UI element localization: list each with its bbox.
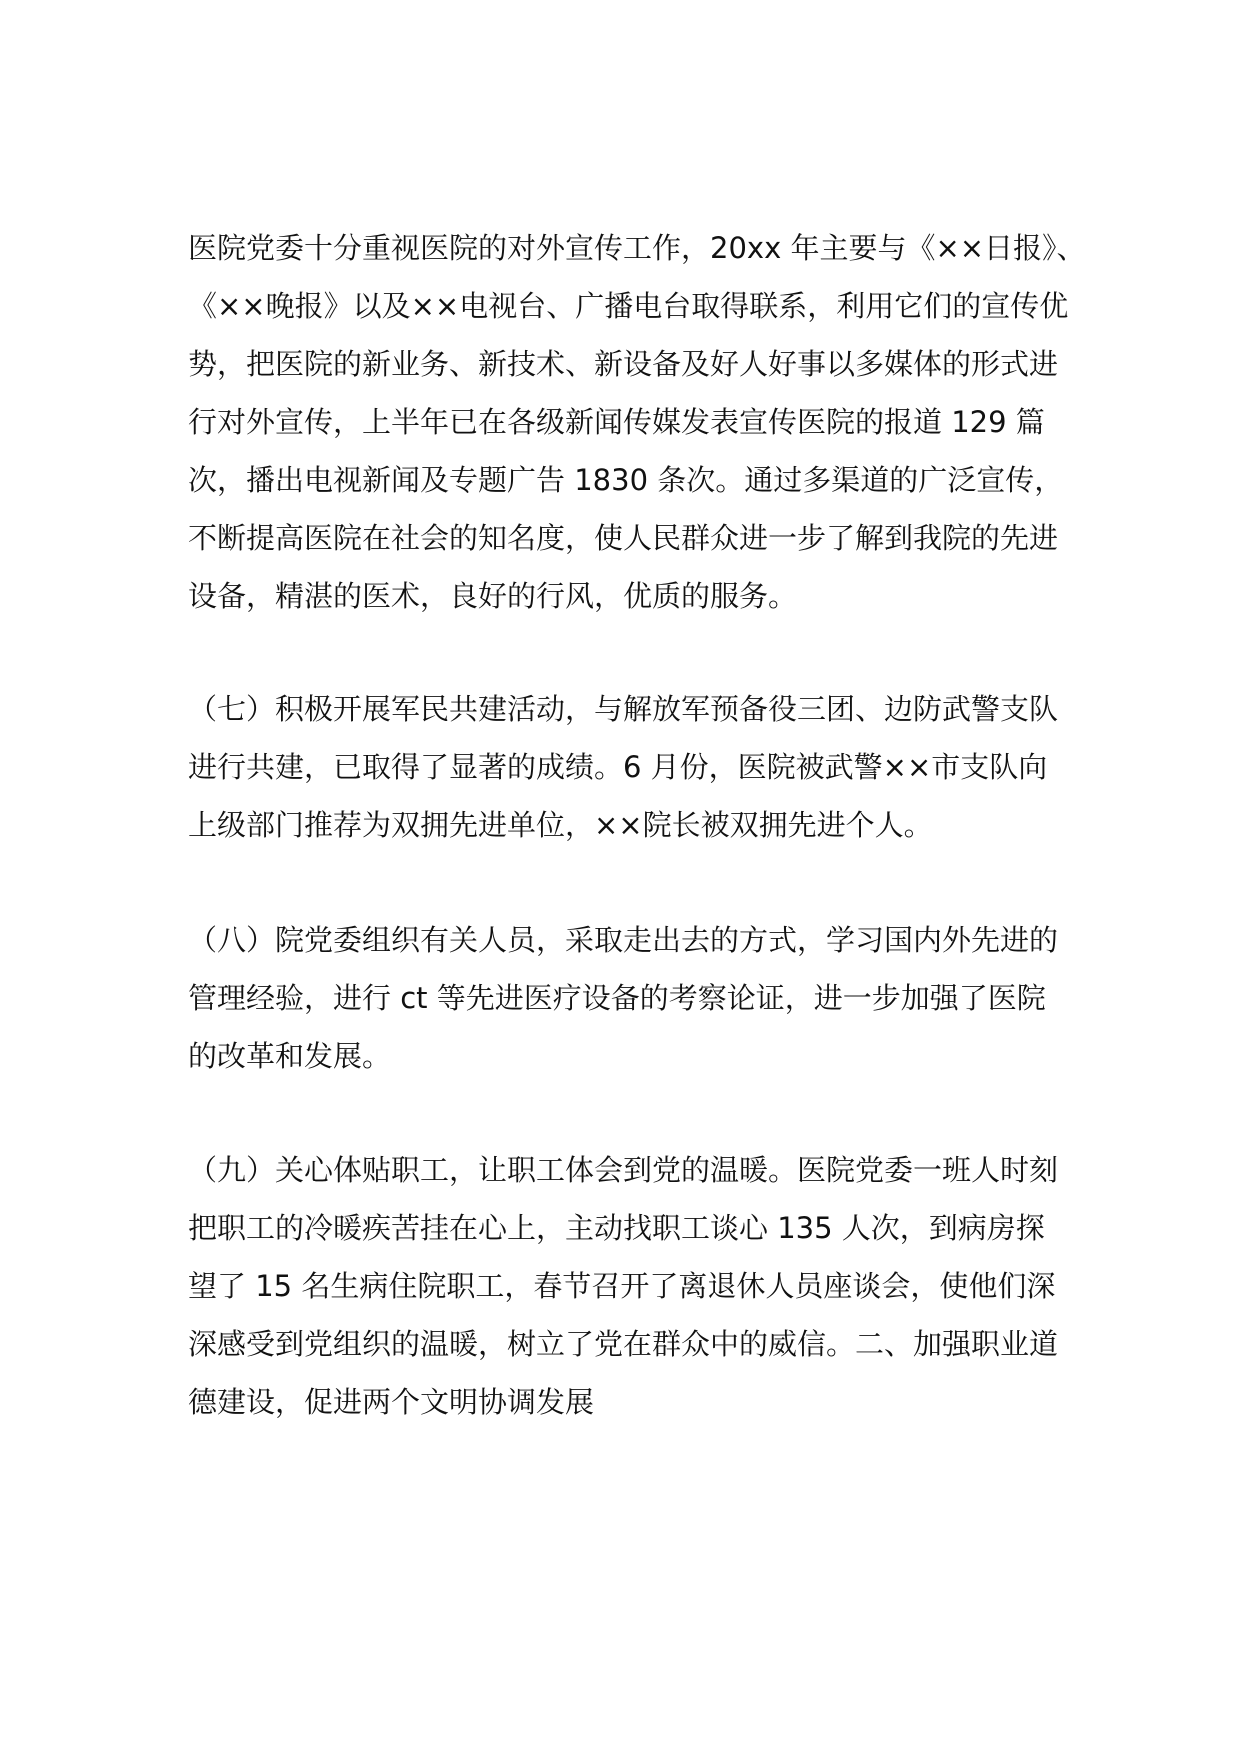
paragraph-1-line-2: 《××晚报》以及××电视台、广播电台取得联系，利用它们的宣传优	[188, 289, 1069, 323]
paragraph-4-line-1: （九）关心体贴职工，让职工体会到党的温暖。医院党委一班人时刻	[188, 1153, 1059, 1187]
paragraph-1-line-5: 次，播出电视新闻及专题广告 1830 条次。通过多渠道的广泛宣传，	[188, 463, 1064, 497]
paragraph-4-line-5: 德建设，促进两个文明协调发展	[188, 1385, 595, 1419]
paragraph-1-line-6: 不断提高医院在社会的知名度，使人民群众进一步了解到我院的先进	[188, 521, 1059, 555]
paragraph-4-line-3: 望了 15 名生病住院职工，春节召开了离退休人员座谈会，使他们深	[188, 1269, 1056, 1303]
paragraph-3-line-3: 的改革和发展。	[188, 1039, 392, 1073]
paragraph-4-line-4: 深感受到党组织的温暖，树立了党在群众中的威信。二、加强职业道	[188, 1327, 1059, 1361]
paragraph-4-line-2: 把职工的冷暖疾苦挂在心上，主动找职工谈心 135 人次，到病房探	[188, 1211, 1045, 1245]
paragraph-2-line-3: 上级部门推荐为双拥先进单位，××院长被双拥先进个人。	[188, 808, 933, 842]
paragraph-3-line-2: 管理经验，进行 ct 等先进医疗设备的考察论证，进一步加强了医院	[188, 981, 1046, 1015]
paragraph-1-line-7: 设备，精湛的医术，良好的行风，优质的服务。	[188, 579, 798, 613]
paragraph-1-line-1: 医院党委十分重视医院的对外宣传工作，20xx 年主要与《××日报》、	[188, 231, 1086, 265]
paragraph-1-line-3: 势，把医院的新业务、新技术、新设备及好人好事以多媒体的形式进	[188, 347, 1059, 381]
paragraph-2-line-2: 进行共建，已取得了显著的成绩。6 月份，医院被武警××市支队向	[188, 750, 1048, 784]
paragraph-3-line-1: （八）院党委组织有关人员，采取走出去的方式，学习国内外先进的	[188, 923, 1059, 957]
paragraph-2-line-1: （七）积极开展军民共建活动，与解放军预备役三团、边防武警支队	[188, 692, 1059, 726]
paragraph-1-line-4: 行对外宣传，上半年已在各级新闻传媒发表宣传医院的报道 129 篇	[188, 405, 1045, 439]
